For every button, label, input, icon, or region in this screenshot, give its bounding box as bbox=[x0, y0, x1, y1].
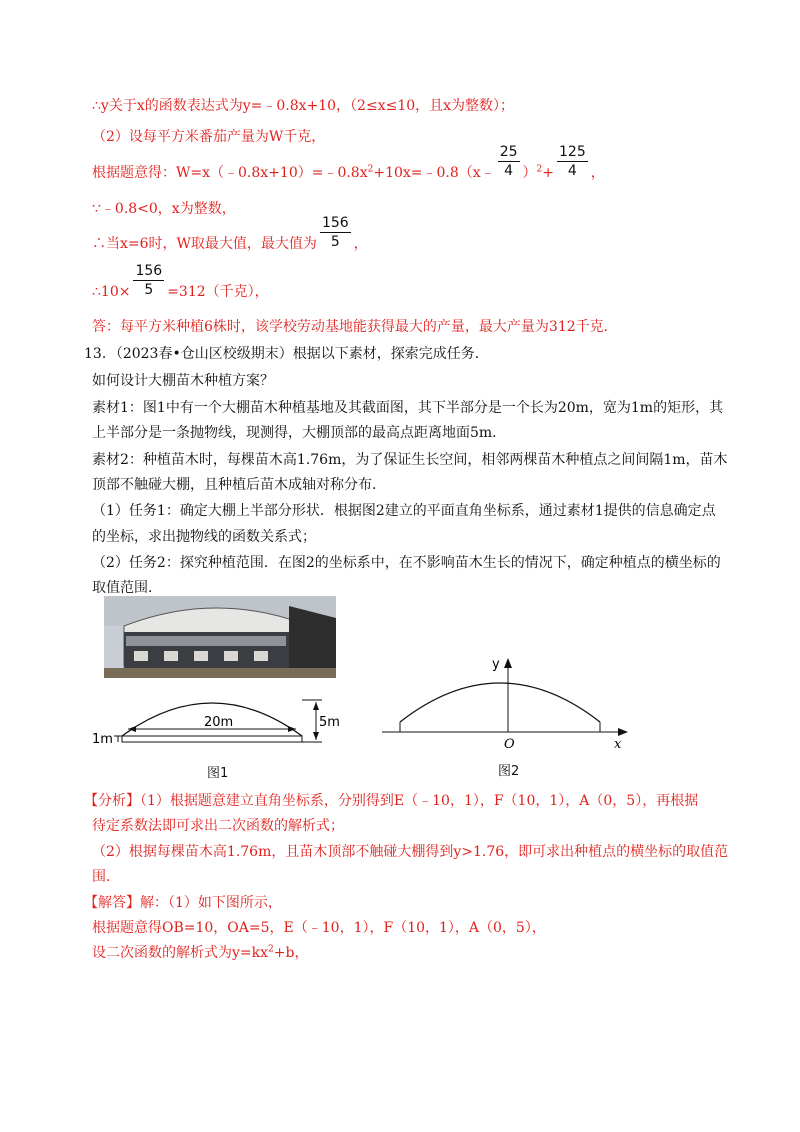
solution-assume: 设二次函数的解析式为$y=kx^2+b$， bbox=[92, 944, 309, 961]
question-13-title: 13．（2023春•仓山区校级期末）根据以下素材，探索完成任务． bbox=[84, 346, 489, 362]
fig1-height-label: 5m bbox=[319, 715, 340, 730]
task-2-line-1: （2）任务2：探究种植范围．在图2的坐标系中，在不影响苗木生长的情况下，确定种植点的横坐标的 bbox=[92, 555, 721, 571]
solution-line-function: ∴y关于x的函数表达式为y=﹣0.8x+10，（2≤x≤10，且x为整数）； bbox=[92, 98, 515, 114]
solution-line-condition: ∵﹣0.8<0，x为整数， bbox=[92, 201, 236, 217]
solution-line-w-expression: 根据题意得：$W=x(﹣0.8x+10)=﹣0.8x^2+10x=﹣0.8(x﹣$ $\frac{25}{4}$ ）$^2$+ $\frac{125}{4}$ ， bbox=[92, 143, 605, 181]
material-1-line-1: 素材1：图1中有一个大棚苗木种植基地及其截面图，其下半部分是一个长为20m，宽为1m的矩形，其 bbox=[92, 400, 724, 416]
material-1-line-2: 上半部分是一条抛物线，现测得，大棚顶部的最高点距离地面5m． bbox=[92, 425, 507, 441]
solution-line-total: ∴10× $\frac{156}{5}$ =312（千克）， bbox=[92, 262, 269, 300]
task-2-line-2: 取值范围． bbox=[92, 580, 162, 596]
material-2-line-2: 顶部不触碰大棚，且种植后苗木成轴对称分布． bbox=[92, 477, 386, 493]
fig2-x-axis-label: x bbox=[614, 737, 622, 752]
fig2-origin-label: O bbox=[504, 737, 515, 752]
figure-2-caption: 图2 bbox=[498, 764, 520, 779]
solution-line-part2: （2）设每平方米番茄产量为W千克， bbox=[92, 129, 326, 145]
analysis-line-1: 【分析】（1）根据题意建立直角坐标系，分别得到E（﹣10，1），F（10，1），A（0，5），再根据 bbox=[84, 793, 699, 809]
figure-1-caption: 图1 bbox=[207, 766, 229, 781]
solution-heading: 【解答】解：（1）如下图所示， bbox=[84, 895, 282, 911]
fraction-125-4: $\frac{125}{4}$ bbox=[559, 143, 586, 179]
fraction-25-4: $\frac{25}{4}$ bbox=[499, 143, 518, 179]
question-prompt: 如何设计大棚苗木种植方案？ bbox=[92, 373, 274, 389]
analysis-line-2: 待定系数法即可求出二次函数的解析式； bbox=[92, 818, 344, 834]
fig1-base-label: 1m bbox=[92, 732, 113, 747]
task-1-line-2: 的坐标，求出抛物线的函数关系式； bbox=[92, 529, 316, 545]
greenhouse-photo bbox=[104, 596, 336, 678]
fraction-156-5: $\frac{156}{5}$ bbox=[321, 214, 349, 250]
fig2-y-axis-label: y bbox=[492, 657, 500, 672]
analysis-line-3: （2）根据每棵苗木高1.76m，且苗木顶部不触碰大棚得到y>1.76，即可求出种植点的横坐标的取值范 bbox=[92, 844, 729, 860]
task-1-line-1: （1）任务1：确定大棚上半部分形状．根据图2建立的平面直角坐标系，通过素材1提供的信息确定点 bbox=[92, 503, 716, 519]
fig1-width-label: 20m bbox=[204, 715, 234, 730]
answer-line: 答：每平方米种植6株时，该学校劳动基地能获得最大的产量，最大产量为312千克． bbox=[92, 319, 618, 335]
analysis-line-4: 围． bbox=[92, 869, 120, 885]
solution-given: 根据题意得OB=10，OA=5，E（﹣10，1），F（10，1），A（0，5）， bbox=[92, 920, 546, 936]
fraction-156-5-b: $\frac{156}{5}$ bbox=[135, 262, 163, 298]
material-2-line-1: 素材2：种植苗木时，每棵苗木高1.76m，为了保证生长空间，相邻两棵苗木种植点之间间隔1m，苗木 bbox=[92, 452, 728, 468]
solution-line-max: ∴当x=6时，W取最大值，最大值为 $\frac{156}{5}$ ， bbox=[92, 214, 368, 252]
